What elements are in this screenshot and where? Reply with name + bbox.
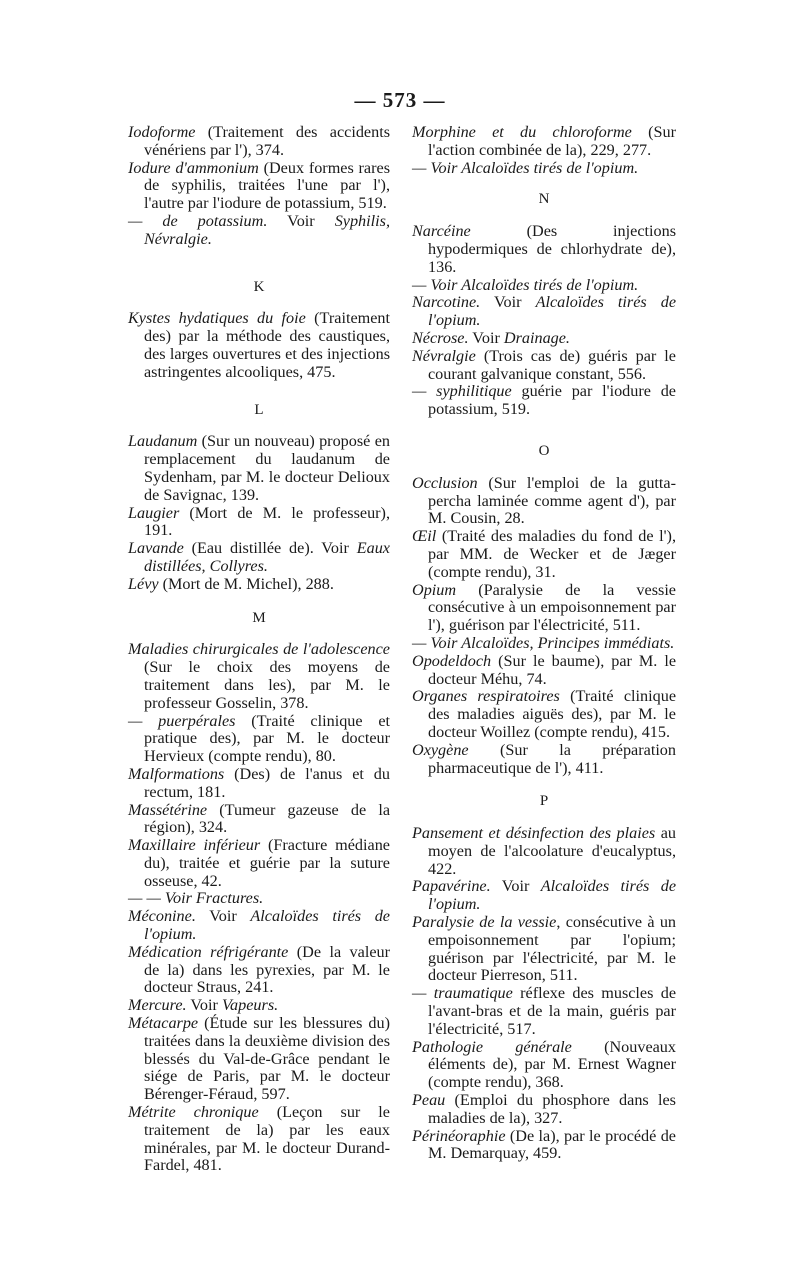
- entry-text: Voir: [490, 877, 541, 896]
- index-entry: [412, 825, 676, 878]
- index-entry: [412, 742, 676, 778]
- entry-see-also: Eaux distillées, Collyres.: [144, 539, 390, 575]
- entry-term: Opodeldoch: [412, 651, 492, 670]
- entry-group-k: [128, 310, 390, 381]
- index-entry: [128, 1015, 390, 1104]
- entry-term: Oxygène: [412, 740, 469, 759]
- index-column-right: [412, 124, 676, 1163]
- entry-group-l: [128, 433, 390, 593]
- index-entry: [412, 878, 676, 914]
- index-entry: [412, 348, 676, 384]
- entry-term: — puerpérales: [128, 711, 236, 730]
- entry-term: Pathologie générale: [412, 1037, 572, 1056]
- index-column-left: [128, 124, 390, 1175]
- entry-term: Métrite chronique: [128, 1103, 259, 1122]
- index-entry: [128, 890, 390, 908]
- entry-see-also: Alcaloïdes, Principes immédiats.: [461, 633, 675, 652]
- index-entry: [128, 997, 390, 1015]
- entry-term: Laudanum: [128, 432, 198, 451]
- index-entry: [128, 713, 390, 766]
- entry-term: Massétérine: [128, 800, 208, 819]
- entry-text: , consécutive à un empoisonnement par l'opium; guérison par l'électricité, par M. le docteur Pierreson, 511.: [428, 913, 677, 985]
- entry-term: — Voir: [412, 158, 462, 177]
- entry-text: (Paralysie de la vessie consécutive à un empoisonnement par l'), guérison par l'électricité, 511.: [428, 580, 676, 635]
- entry-term: Narcéine: [412, 222, 471, 241]
- entry-text: au moyen de l'alcoolature d'eucalyptus, 422.: [428, 824, 677, 878]
- index-entry: [412, 985, 676, 1038]
- index-entry: [128, 505, 390, 541]
- entry-text: Voir: [195, 907, 251, 926]
- entry-term: Périnéoraphie: [412, 1126, 506, 1145]
- entry-text: (Sur la préparation pharmaceutique de l'), 411.: [428, 740, 676, 777]
- index-entry: [128, 802, 390, 838]
- entry-text: (Des injections hypodermiques de chlorhydrate de), 136.: [428, 222, 676, 276]
- index-entry: [128, 160, 390, 213]
- index-entry: [412, 914, 676, 985]
- page-number: — 573 —: [354, 88, 446, 112]
- entry-term: Maxillaire inférieur: [128, 836, 261, 855]
- entry-text: Voir: [480, 293, 536, 312]
- entry-term: Maladies chirurgicales de l'adolescence: [128, 640, 390, 659]
- entry-term: Narcotine.: [412, 293, 481, 312]
- entry-text: Voir: [468, 328, 504, 347]
- entry-group-i: [128, 124, 390, 249]
- index-entry: [412, 635, 676, 653]
- entry-term: Médication réfrigérante: [128, 942, 289, 961]
- entry-term: Métacarpe: [128, 1014, 199, 1033]
- entry-term: — — Voir: [128, 889, 196, 908]
- index-entry: [128, 124, 390, 160]
- entry-see-also: Syphilis, Névralgie.: [144, 211, 390, 248]
- entry-term: Lévy: [128, 574, 159, 593]
- entry-term: Kystes hydatiques du foie: [128, 309, 306, 328]
- index-entry: [412, 277, 676, 295]
- entry-text: (Traité clinique des maladies aiguës des), par M. le docteur Woillez (compte rendu), 415.: [428, 687, 676, 741]
- index-entry: [412, 528, 676, 581]
- entry-see-also: Alcaloïdes tirés de l'opium.: [144, 907, 390, 944]
- section-letter-l: L: [254, 401, 264, 418]
- entry-see-also: Vapeurs.: [221, 996, 279, 1015]
- entry-text: guérie par l'iodure de potassium, 519.: [428, 382, 676, 419]
- entry-see-also: Alcaloïdes tirés de l'opium.: [428, 877, 677, 914]
- entry-term: Paralysie de la vessie: [412, 913, 557, 932]
- index-entry: [128, 576, 390, 594]
- entry-text: (Trois cas de) guéris par le courant galvanique constant, 556.: [428, 346, 676, 383]
- entry-text: Voir: [186, 996, 222, 1015]
- entry-term: Mercure.: [128, 996, 187, 1015]
- index-entry: [412, 582, 676, 635]
- index-entry: [412, 653, 676, 689]
- entry-text: (Sur l'action combinée de la), 229, 277.: [428, 123, 676, 159]
- index-entry: [128, 837, 390, 890]
- entry-term: — de potassium.: [128, 211, 268, 230]
- entry-text: (Deux formes rares de syphilis, traitées l'une par l'), l'autre par l'iodure de potassium, 519.: [144, 158, 390, 213]
- entry-text: (Leçon sur le traitement de la) par les eaux minérales, par M. le docteur Durand-Fardel, 481.: [144, 1103, 390, 1175]
- entry-text: (Mort de M. Michel), 288.: [158, 574, 334, 593]
- entry-text: (De la), par le procédé de M. Demarquay, 459.: [428, 1126, 676, 1163]
- entry-text: (Eau distillée de). Voir: [183, 539, 357, 558]
- entry-term: Névralgie: [412, 346, 476, 365]
- entry-term: — Voir: [412, 275, 462, 294]
- entry-term: Opium: [412, 580, 457, 599]
- index-entry: [412, 124, 676, 160]
- entry-text: (Des) de l'anus et du rectum, 181.: [144, 764, 390, 801]
- entry-term: — syphilitique: [412, 382, 512, 401]
- entry-text: (Sur l'emploi de la gutta-percha laminée comme agent d'), par M. Cousin, 28.: [428, 473, 676, 528]
- entry-text: (Tumeur gazeuse de la région), 324.: [144, 800, 390, 837]
- entry-see-also: Drainage.: [503, 328, 570, 347]
- index-entry: [128, 908, 390, 944]
- entry-term: — traumatique: [412, 984, 513, 1003]
- entry-text: (Traitement des accidents vénériens par l'), 374.: [144, 123, 390, 159]
- entry-group-o: [412, 475, 676, 778]
- entry-text: (Mort de M. le professeur), 191.: [144, 503, 390, 540]
- entry-term: Lavande: [128, 539, 184, 558]
- index-entry: [412, 330, 676, 348]
- index-entry: [128, 540, 390, 576]
- entry-term: — Voir: [412, 633, 462, 652]
- entry-text: (Sur le choix des moyens de traitement dans les), par M. le professeur Gosselin, 378.: [144, 658, 390, 712]
- index-entry: [412, 383, 676, 419]
- entry-text: (Nouveaux éléments de), par M. Ernest Wagner (compte rendu), 368.: [428, 1037, 676, 1092]
- index-entry: [412, 688, 676, 741]
- entry-term: Morphine et du chloroforme: [412, 123, 632, 141]
- index-entry: [128, 1104, 390, 1175]
- entry-term: Peau: [412, 1091, 446, 1110]
- index-entry: [128, 213, 390, 249]
- entry-text: (De la valeur de la) dans les pyrexies, par M. le docteur Straus, 241.: [144, 942, 390, 997]
- entry-text: (Étude sur les blessures du) traitées dans la deuxième division des blessés du Val-de-Grâce pendant le siége de Paris, par M. le docteur Bérenger-Féraud, 597.: [144, 1014, 390, 1104]
- index-entry: [412, 1128, 676, 1164]
- index-entry: [412, 1092, 676, 1128]
- index-entry: [412, 475, 676, 528]
- entry-term: Œil: [412, 527, 437, 546]
- entry-see-also: Alcaloïdes tirés de l'opium.: [461, 275, 639, 294]
- index-entry: [128, 766, 390, 802]
- entry-text: (Sur un nouveau) proposé en remplacement du laudanum de Sydenham, par M. le docteur Delioux de Savignac, 139.: [144, 432, 390, 504]
- entry-text: Voir: [267, 211, 335, 230]
- entry-term: Pansement et désinfection des plaies: [412, 824, 656, 843]
- section-letter-k: K: [253, 278, 265, 295]
- entry-group-m2: [412, 124, 676, 177]
- index-entry: [128, 641, 390, 712]
- section-letter-p: P: [539, 793, 549, 810]
- entry-text: (Emploi du phosphore dans les maladies de la), 327.: [428, 1091, 676, 1127]
- entry-term: Laugier: [128, 503, 180, 522]
- index-entry: [412, 1039, 676, 1092]
- entry-text: (Traité clinique et pratique des), par M. le docteur Hervieux (compte rendu), 80.: [144, 711, 390, 766]
- index-entry: [412, 294, 676, 330]
- section-letter-o: O: [538, 442, 550, 459]
- entry-term: Iodoforme: [128, 123, 196, 141]
- entry-see-also: Fractures.: [195, 889, 264, 908]
- entry-text: réflexe des muscles de l'avant-bras et de la main, guéris par l'électricité, 517.: [428, 984, 677, 1038]
- entry-term: Méconine.: [128, 907, 196, 926]
- section-letter-m: M: [252, 609, 266, 626]
- entry-group-m: [128, 641, 390, 1175]
- entry-term: Nécrose.: [412, 328, 469, 347]
- entry-term: Malformations: [128, 764, 225, 783]
- entry-text: (Traitement des) par la méthode des caustiques, des larges ouvertures et des injections astringentes alcooliques, 475.: [144, 309, 390, 381]
- entry-term: Occlusion: [412, 473, 478, 492]
- entry-see-also: Alcaloïdes tirés de l'opium.: [428, 293, 677, 330]
- entry-term: Papavérine.: [412, 877, 491, 896]
- index-entry: [412, 160, 676, 178]
- entry-group-p: [412, 825, 676, 1163]
- entry-text: (Traité des maladies du fond de l'), par MM. de Wecker et de Jæger (compte rendu), 31.: [428, 527, 676, 581]
- section-letter-n: N: [538, 191, 550, 208]
- entry-see-also: Alcaloïdes tirés de l'opium.: [461, 158, 639, 177]
- entry-term: Organes respiratoires: [412, 687, 560, 706]
- index-entry: [128, 433, 390, 504]
- index-entry: [128, 310, 390, 381]
- index-entry: [128, 944, 390, 997]
- entry-group-n: [412, 223, 676, 419]
- entry-text: (Fracture médiane du), traitée et guérie par la suture osseuse, 42.: [144, 836, 390, 890]
- entry-text: (Sur le baume), par M. le docteur Méhu, 74.: [428, 651, 676, 688]
- entry-term: Iodure d'ammonium: [128, 158, 259, 177]
- index-entry: [412, 223, 676, 276]
